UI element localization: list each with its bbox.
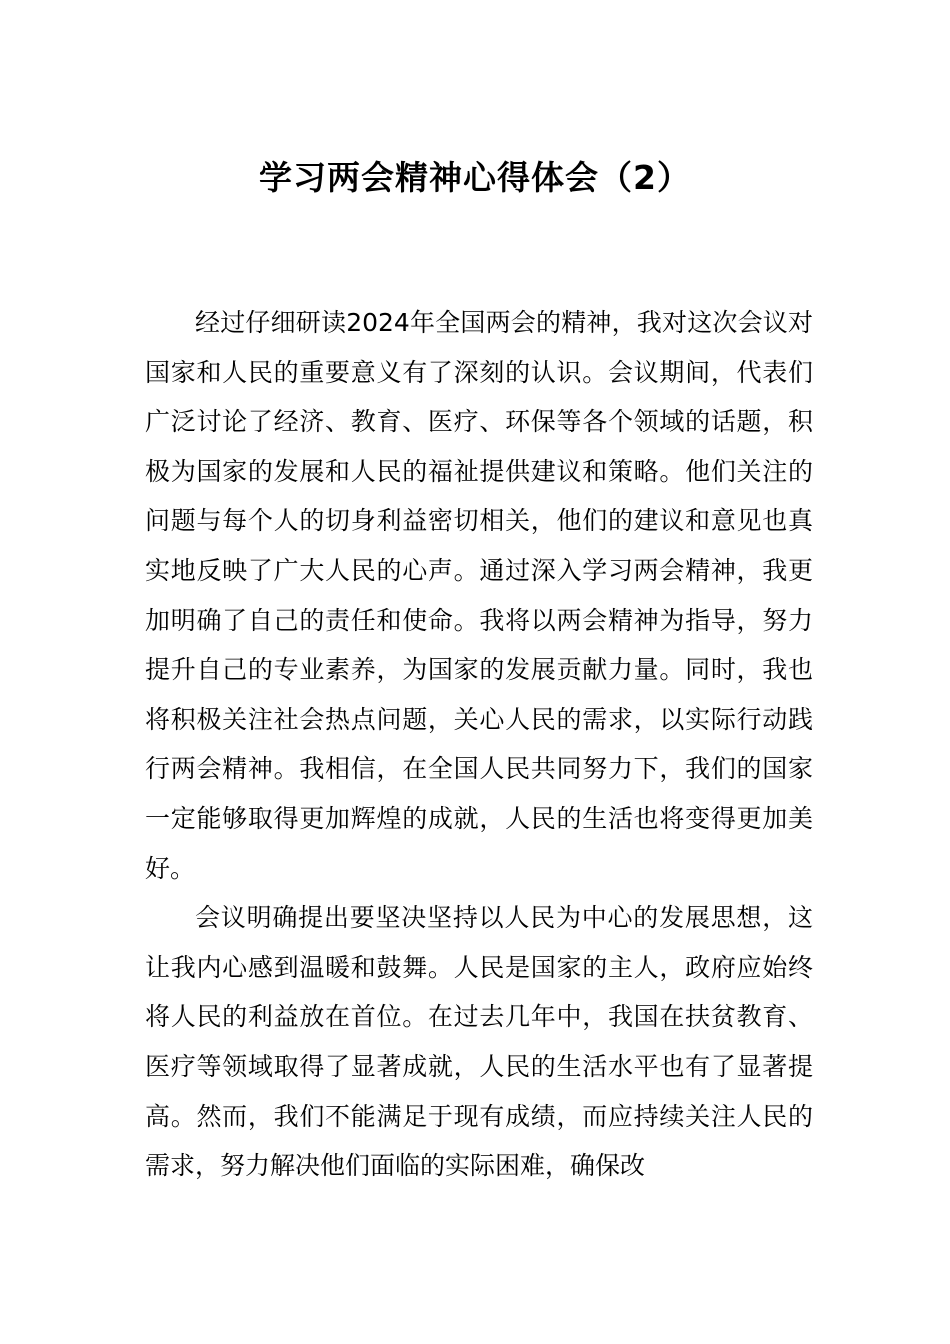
document-title: 学习两会精神心得体会（2） [259, 158, 691, 197]
paragraph-2: 会议明确提出要坚决坚持以人民为中心的发展思想，这让我内心感到温暖和鼓舞。人民是国家的主人，政府应始终将人民的利益放在首位。在过去几年中，我国在扶贫教育、医疗等领域取得了显著成就，人民的生活水平也有了显著提高。然而，我们不能满足于现有成绩，而应持续关注人民的需求，努力解决他们面临的实际困难，确保改 [145, 903, 813, 1181]
document-body [145, 298, 813, 1191]
paragraph-1: 经过仔细研读2024年全国两会的精神，我对这次会议对国家和人民的重要意义有了深刻的认识。会议期间，代表们广泛讨论了经济、教育、医疗、环保等各个领域的话题，积极为国家的发展和人民的福祉提供建议和策略。他们关注的问题与每个人的切身利益密切相关，他们的建议和意见也真实地反映了广大人民的心声。通过深入学习两会精神，我更加明确了自己的责任和使命。我将以两会精神为指导，努力提升自己的专业素养，为国家的发展贡献力量。同时，我也将积极关注社会热点问题，关心人民的需求，以实际行动践行两会精神。我相信，在全国人民共同努力下，我们的国家一定能够取得更加辉煌的成就，人民的生活也将变得更加美好。 [145, 308, 813, 883]
